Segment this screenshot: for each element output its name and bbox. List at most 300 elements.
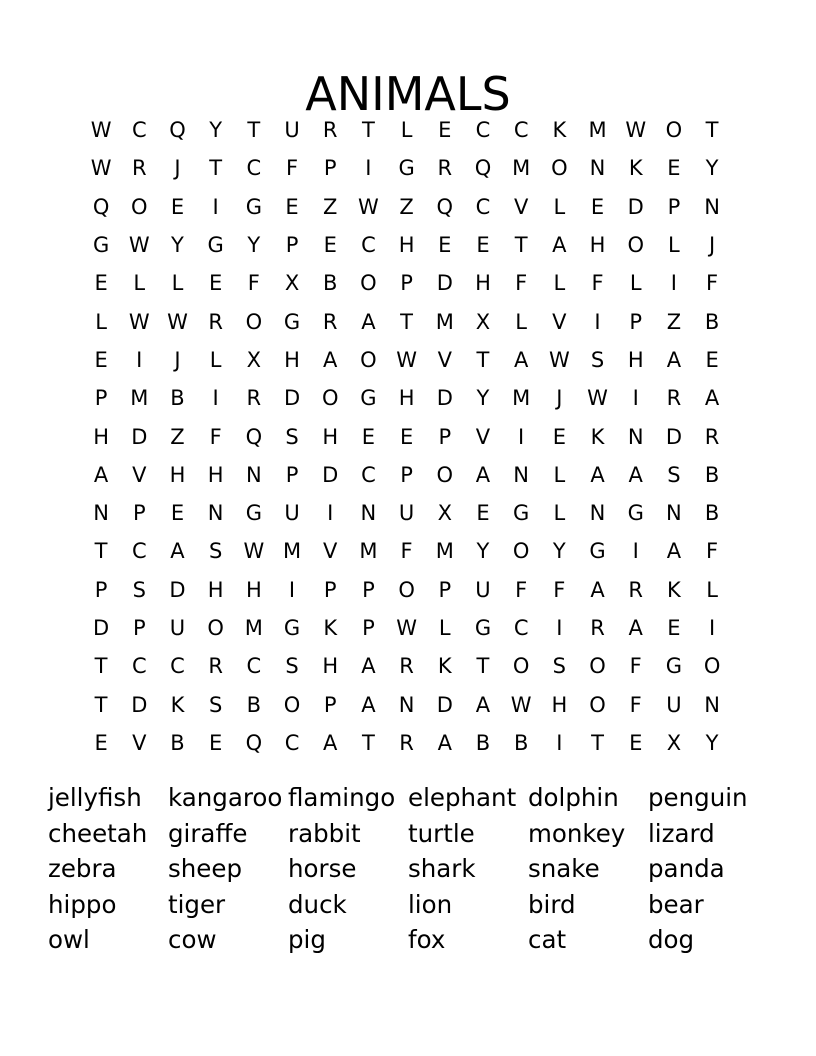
grid-letter: Y bbox=[247, 233, 261, 258]
grid-row bbox=[82, 724, 731, 762]
word-list-row bbox=[48, 816, 768, 852]
grid-letter: A bbox=[552, 233, 567, 258]
grid-letter: O bbox=[589, 692, 606, 717]
grid-letter: M bbox=[512, 386, 531, 411]
grid-letter: Z bbox=[323, 194, 338, 219]
grid-letter: L bbox=[400, 118, 413, 143]
grid-letter: P bbox=[400, 271, 413, 296]
grid-letter: G bbox=[513, 501, 530, 526]
grid-letter: A bbox=[666, 347, 682, 372]
grid-letter: Y bbox=[209, 118, 223, 143]
grid-letter: W bbox=[548, 347, 570, 372]
grid-letter: O bbox=[360, 271, 377, 296]
grid-letter: W bbox=[510, 692, 532, 717]
grid-letter: A bbox=[590, 462, 605, 487]
grid-letter: R bbox=[322, 118, 338, 143]
grid-letter: S bbox=[208, 692, 223, 717]
grid-row bbox=[82, 647, 731, 685]
grid-letter: S bbox=[285, 654, 299, 679]
word-list-item: pig bbox=[288, 925, 326, 955]
grid-letter: U bbox=[284, 118, 300, 143]
word-list-item: lion bbox=[408, 889, 453, 919]
grid-letter: A bbox=[704, 386, 720, 411]
grid-letter: E bbox=[552, 424, 566, 449]
grid-letter: J bbox=[174, 156, 181, 181]
grid-letter: I bbox=[670, 271, 677, 296]
grid-letter: O bbox=[245, 309, 263, 334]
grid-letter: C bbox=[361, 462, 376, 487]
word-list-item: shark bbox=[408, 854, 476, 884]
grid-letter: C bbox=[246, 156, 262, 181]
grid-letter: E bbox=[438, 118, 452, 143]
word-list-item: flamingo bbox=[288, 783, 396, 813]
grid-letter: P bbox=[323, 577, 337, 602]
grid-letter: W bbox=[128, 309, 150, 334]
grid-letter: H bbox=[207, 577, 224, 602]
grid-letter: Q bbox=[245, 424, 263, 449]
grid-letter: Q bbox=[92, 194, 110, 219]
word-list-item: sheep bbox=[168, 854, 242, 884]
grid-letter: E bbox=[94, 271, 108, 296]
grid-letter: V bbox=[552, 309, 567, 334]
grid-letter: A bbox=[361, 309, 376, 334]
grid-letter: S bbox=[132, 577, 146, 602]
grid-letter: B bbox=[170, 730, 185, 755]
grid-letter: L bbox=[706, 577, 718, 602]
grid-row bbox=[82, 264, 731, 302]
grid-letter: R bbox=[322, 309, 338, 334]
grid-letter: V bbox=[513, 194, 529, 219]
grid-letter: S bbox=[552, 654, 567, 679]
grid-letter: D bbox=[131, 424, 148, 449]
grid-letter: G bbox=[398, 156, 415, 181]
grid-letter: H bbox=[245, 577, 262, 602]
grid-letter: Y bbox=[476, 539, 490, 564]
grid-letter: L bbox=[133, 271, 146, 296]
grid-letter: R bbox=[399, 654, 414, 679]
grid-letter: J bbox=[556, 386, 563, 411]
grid-letter: V bbox=[437, 347, 452, 372]
grid-letter: W bbox=[90, 156, 112, 181]
word-list-item: dog bbox=[648, 925, 695, 955]
grid-letter: A bbox=[666, 539, 682, 564]
grid-letter: T bbox=[476, 347, 490, 372]
grid-letter: T bbox=[361, 118, 375, 143]
grid-letter: L bbox=[553, 271, 566, 296]
grid-row bbox=[82, 341, 731, 379]
word-list-item: zebra bbox=[48, 854, 117, 884]
grid-letter: E bbox=[323, 233, 337, 258]
grid-letter: V bbox=[132, 730, 147, 755]
grid-letter: F bbox=[629, 692, 642, 717]
grid-letter: M bbox=[588, 118, 607, 143]
word-list-row bbox=[48, 851, 768, 887]
word-list-item: cheetah bbox=[48, 818, 148, 848]
grid-letter: F bbox=[629, 654, 642, 679]
grid-letter: E bbox=[438, 233, 452, 258]
grid-letter: D bbox=[169, 577, 186, 602]
grid-letter: T bbox=[591, 730, 604, 755]
word-list-item: kangaroo bbox=[168, 783, 283, 813]
grid-letter: N bbox=[207, 501, 224, 526]
grid-letter: H bbox=[589, 233, 606, 258]
word-list-item: lizard bbox=[648, 818, 715, 848]
grid-letter: K bbox=[590, 424, 605, 449]
grid-letter: G bbox=[207, 233, 224, 258]
grid-letter: N bbox=[627, 424, 644, 449]
grid-letter: R bbox=[628, 577, 644, 602]
grid-letter: T bbox=[247, 118, 261, 143]
grid-letter: T bbox=[94, 654, 108, 679]
word-list-item: bear bbox=[648, 889, 704, 919]
grid-letter: Z bbox=[666, 309, 682, 334]
grid-letter: L bbox=[553, 462, 566, 487]
grid-letter: O bbox=[512, 539, 530, 564]
grid-letter: S bbox=[590, 347, 605, 372]
grid-letter: A bbox=[628, 462, 643, 487]
grid-letter: S bbox=[285, 424, 299, 449]
grid-letter: O bbox=[589, 654, 606, 679]
grid-letter: P bbox=[323, 156, 337, 181]
grid-letter: N bbox=[704, 692, 720, 717]
grid-letter: M bbox=[512, 156, 531, 181]
grid-letter: K bbox=[552, 118, 567, 143]
grid-letter: D bbox=[436, 692, 453, 717]
grid-letter: U bbox=[475, 577, 491, 602]
grid-row bbox=[82, 379, 731, 417]
grid-letter: H bbox=[551, 692, 568, 717]
grid-letter: S bbox=[208, 539, 223, 564]
grid-letter: A bbox=[323, 347, 338, 372]
grid-letter: X bbox=[666, 730, 682, 755]
page-title: ANIMALS bbox=[305, 66, 511, 121]
grid-letter: O bbox=[703, 654, 721, 679]
grid-letter: T bbox=[514, 233, 528, 258]
grid-letter: N bbox=[666, 501, 682, 526]
grid-row bbox=[82, 417, 731, 455]
grid-letter: D bbox=[283, 386, 301, 411]
grid-letter: L bbox=[629, 271, 642, 296]
grid-letter: G bbox=[589, 539, 606, 564]
grid-letter: E bbox=[629, 730, 643, 755]
grid-letter: E bbox=[94, 730, 108, 755]
grid-letter: R bbox=[704, 424, 720, 449]
grid-letter: D bbox=[436, 386, 453, 411]
grid-letter: N bbox=[513, 462, 530, 487]
grid-letter: P bbox=[132, 501, 146, 526]
grid-letter: K bbox=[170, 692, 185, 717]
grid-letter: E bbox=[399, 424, 414, 449]
grid-letter: T bbox=[94, 692, 108, 717]
grid-letter: R bbox=[208, 309, 223, 334]
word-list-item: rabbit bbox=[288, 818, 361, 848]
grid-letter: Q bbox=[245, 730, 263, 755]
grid-letter: O bbox=[551, 156, 568, 181]
grid-letter: P bbox=[94, 386, 108, 411]
grid-letter: E bbox=[667, 616, 681, 640]
word-list-item: owl bbox=[48, 925, 90, 955]
grid-letter: C bbox=[131, 654, 147, 679]
grid-letter: C bbox=[475, 194, 491, 219]
grid-letter: K bbox=[628, 156, 643, 181]
grid-letter: N bbox=[93, 501, 109, 526]
grid-letter: C bbox=[513, 616, 529, 640]
grid-letter: U bbox=[169, 616, 186, 640]
grid-letter: W bbox=[587, 386, 608, 411]
grid-letter: I bbox=[632, 386, 639, 411]
grid-letter: A bbox=[93, 462, 109, 487]
grid-letter: L bbox=[553, 501, 566, 526]
grid-letter: J bbox=[708, 233, 716, 258]
grid-letter: B bbox=[323, 271, 338, 296]
grid-letter: I bbox=[708, 616, 716, 640]
grid-letter: M bbox=[244, 616, 263, 640]
grid-letter: Y bbox=[552, 539, 566, 564]
grid-letter: D bbox=[131, 692, 148, 717]
grid-letter: F bbox=[400, 539, 413, 564]
grid-letter: R bbox=[666, 386, 682, 411]
grid-letter: P bbox=[285, 462, 299, 487]
grid-letter: F bbox=[706, 539, 719, 564]
grid-letter: I bbox=[594, 309, 601, 334]
word-list-item: cat bbox=[528, 925, 567, 955]
grid-letter: H bbox=[284, 347, 300, 372]
grid-letter: Y bbox=[705, 730, 719, 755]
grid-letter: X bbox=[475, 309, 491, 334]
grid-letter: R bbox=[590, 616, 605, 640]
grid-letter: P bbox=[94, 577, 108, 602]
grid-letter: Z bbox=[170, 424, 185, 449]
word-list-item: jellyfish bbox=[48, 783, 142, 813]
word-list-item: turtle bbox=[408, 818, 475, 848]
grid-letter: A bbox=[361, 692, 376, 717]
grid-letter: G bbox=[92, 233, 110, 258]
grid-letter: W bbox=[358, 194, 379, 219]
grid-letter: G bbox=[283, 616, 301, 640]
grid-letter: N bbox=[398, 692, 415, 717]
grid-letter: P bbox=[362, 577, 375, 602]
grid-letter: X bbox=[284, 271, 300, 296]
word-list-item: tiger bbox=[168, 889, 226, 919]
grid-letter: P bbox=[438, 424, 452, 449]
word-list-item: cow bbox=[168, 925, 217, 955]
grid-letter: P bbox=[667, 194, 681, 219]
grid-letter: V bbox=[475, 424, 491, 449]
grid-letter: Y bbox=[705, 156, 719, 181]
grid-row bbox=[82, 609, 731, 647]
grid-letter: O bbox=[665, 118, 683, 143]
grid-letter: O bbox=[207, 616, 224, 640]
grid-letter: D bbox=[627, 194, 644, 219]
grid-letter: A bbox=[590, 577, 605, 602]
grid-row bbox=[82, 302, 731, 340]
grid-letter: E bbox=[170, 501, 185, 526]
grid-letter: L bbox=[95, 309, 107, 334]
grid-letter: C bbox=[131, 539, 147, 564]
grid-letter: C bbox=[284, 730, 300, 755]
grid-letter: G bbox=[283, 309, 301, 334]
grid-letter: G bbox=[627, 501, 644, 526]
grid-letter: W bbox=[90, 118, 112, 143]
word-list-item: penguin bbox=[648, 783, 748, 813]
grid-letter: A bbox=[475, 692, 491, 717]
grid-letter: L bbox=[515, 309, 527, 334]
grid-row bbox=[82, 456, 731, 494]
grid-letter: O bbox=[398, 577, 415, 602]
grid-letter: E bbox=[476, 233, 490, 258]
grid-letter: X bbox=[246, 347, 262, 372]
grid-letter: B bbox=[704, 462, 720, 487]
word-list-item: bird bbox=[528, 889, 576, 919]
grid-letter: G bbox=[245, 501, 262, 526]
grid-letter: C bbox=[131, 118, 147, 143]
grid-letter: P bbox=[362, 616, 375, 640]
grid-row bbox=[82, 188, 731, 226]
grid-letter: G bbox=[474, 616, 492, 640]
grid-letter: L bbox=[171, 271, 184, 296]
grid-letter: B bbox=[170, 386, 185, 411]
grid-letter: M bbox=[282, 539, 302, 564]
word-list-item: hippo bbox=[48, 889, 117, 919]
word-list-item: panda bbox=[648, 854, 725, 884]
grid-row bbox=[82, 685, 731, 723]
grid-letter: Y bbox=[476, 386, 490, 411]
grid-letter: B bbox=[246, 692, 262, 717]
grid-letter: E bbox=[94, 347, 108, 372]
grid-letter: Q bbox=[436, 194, 454, 219]
grid-letter: R bbox=[131, 156, 147, 181]
grid-letter: C bbox=[170, 654, 185, 679]
grid-row bbox=[82, 149, 731, 187]
grid-letter: W bbox=[625, 118, 647, 143]
grid-letter: M bbox=[435, 309, 454, 334]
grid-letter: F bbox=[247, 271, 260, 296]
grid-letter: M bbox=[130, 386, 149, 411]
grid-letter: D bbox=[436, 271, 453, 296]
grid-letter: O bbox=[627, 233, 644, 258]
grid-letter: D bbox=[93, 616, 110, 640]
grid-letter: V bbox=[323, 539, 338, 564]
grid-letter: I bbox=[518, 424, 525, 449]
word-list-item: snake bbox=[528, 854, 600, 884]
grid-letter: A bbox=[513, 347, 529, 372]
grid-letter: H bbox=[169, 462, 186, 487]
grid-letter: B bbox=[513, 730, 529, 755]
grid-letter: E bbox=[590, 194, 605, 219]
word-list-item: horse bbox=[288, 854, 357, 884]
word-list-item: dolphin bbox=[528, 783, 619, 813]
grid-letter: B bbox=[704, 501, 720, 526]
grid-letter: N bbox=[704, 194, 720, 219]
grid-letter: F bbox=[515, 577, 528, 602]
grid-letter: C bbox=[246, 654, 262, 679]
grid-letter: G bbox=[665, 654, 683, 679]
grid-letter: R bbox=[399, 730, 414, 755]
grid-letter: L bbox=[209, 347, 222, 372]
grid-letter: L bbox=[553, 194, 566, 219]
grid-letter: Y bbox=[171, 233, 184, 258]
grid-letter: O bbox=[436, 462, 454, 487]
grid-letter: E bbox=[209, 271, 223, 296]
grid-letter: R bbox=[208, 654, 223, 679]
grid-letter: O bbox=[360, 347, 377, 372]
grid-letter: M bbox=[435, 539, 454, 564]
grid-letter: E bbox=[705, 347, 719, 372]
grid-letter: C bbox=[361, 233, 376, 258]
word-list-item: elephant bbox=[408, 783, 517, 813]
grid-letter: Q bbox=[474, 156, 492, 181]
grid-letter: V bbox=[132, 462, 147, 487]
grid-letter: F bbox=[285, 156, 299, 181]
grid-letter: L bbox=[438, 616, 451, 640]
grid-letter: I bbox=[556, 730, 563, 755]
grid-letter: F bbox=[706, 271, 719, 296]
grid-letter: D bbox=[665, 424, 682, 449]
grid-letter: I bbox=[212, 386, 219, 411]
grid-letter: T bbox=[94, 539, 108, 564]
grid-letter: K bbox=[323, 616, 338, 640]
grid-letter: I bbox=[288, 577, 296, 602]
grid-letter: W bbox=[396, 347, 417, 372]
grid-letter: E bbox=[170, 194, 185, 219]
grid-letter: W bbox=[128, 233, 150, 258]
grid-letter: P bbox=[438, 577, 452, 602]
grid-letter: W bbox=[167, 309, 188, 334]
grid-letter: O bbox=[321, 386, 339, 411]
grid-row bbox=[82, 532, 731, 570]
grid-letter: I bbox=[136, 347, 143, 372]
grid-letter: O bbox=[283, 692, 301, 717]
grid-letter: H bbox=[475, 271, 491, 296]
grid-letter: T bbox=[476, 654, 490, 679]
grid-letter: E bbox=[476, 501, 490, 526]
grid-letter: N bbox=[360, 501, 377, 526]
word-list-item: duck bbox=[288, 889, 347, 919]
grid-letter: B bbox=[704, 309, 720, 334]
grid-letter: D bbox=[322, 462, 339, 487]
grid-letter: K bbox=[667, 577, 681, 602]
grid-letter: H bbox=[207, 462, 224, 487]
grid-letter: P bbox=[132, 616, 146, 640]
grid-letter: F bbox=[515, 271, 528, 296]
letter-grid bbox=[82, 111, 731, 762]
grid-letter: I bbox=[556, 616, 563, 640]
grid-letter: W bbox=[396, 616, 417, 640]
grid-letter: A bbox=[323, 730, 338, 755]
grid-letter: E bbox=[667, 156, 681, 181]
grid-letter: P bbox=[400, 462, 413, 487]
grid-letter: A bbox=[361, 654, 376, 679]
grid-letter: M bbox=[359, 539, 378, 564]
grid-letter: A bbox=[170, 539, 185, 564]
grid-letter: Z bbox=[399, 194, 414, 219]
grid-letter: A bbox=[437, 730, 452, 755]
grid-letter: C bbox=[513, 118, 529, 143]
grid-letter: T bbox=[400, 309, 413, 334]
word-list-item: monkey bbox=[528, 818, 626, 848]
grid-letter: N bbox=[245, 462, 262, 487]
grid-letter: U bbox=[284, 501, 300, 526]
grid-letter: H bbox=[322, 654, 339, 679]
grid-letter: H bbox=[398, 386, 415, 411]
grid-letter: C bbox=[475, 118, 491, 143]
grid-letter: X bbox=[437, 501, 452, 526]
grid-letter: U bbox=[398, 501, 415, 526]
grid-letter: N bbox=[589, 156, 606, 181]
grid-letter: W bbox=[243, 539, 265, 564]
grid-letter: F bbox=[591, 271, 604, 296]
grid-letter: H bbox=[398, 233, 415, 258]
